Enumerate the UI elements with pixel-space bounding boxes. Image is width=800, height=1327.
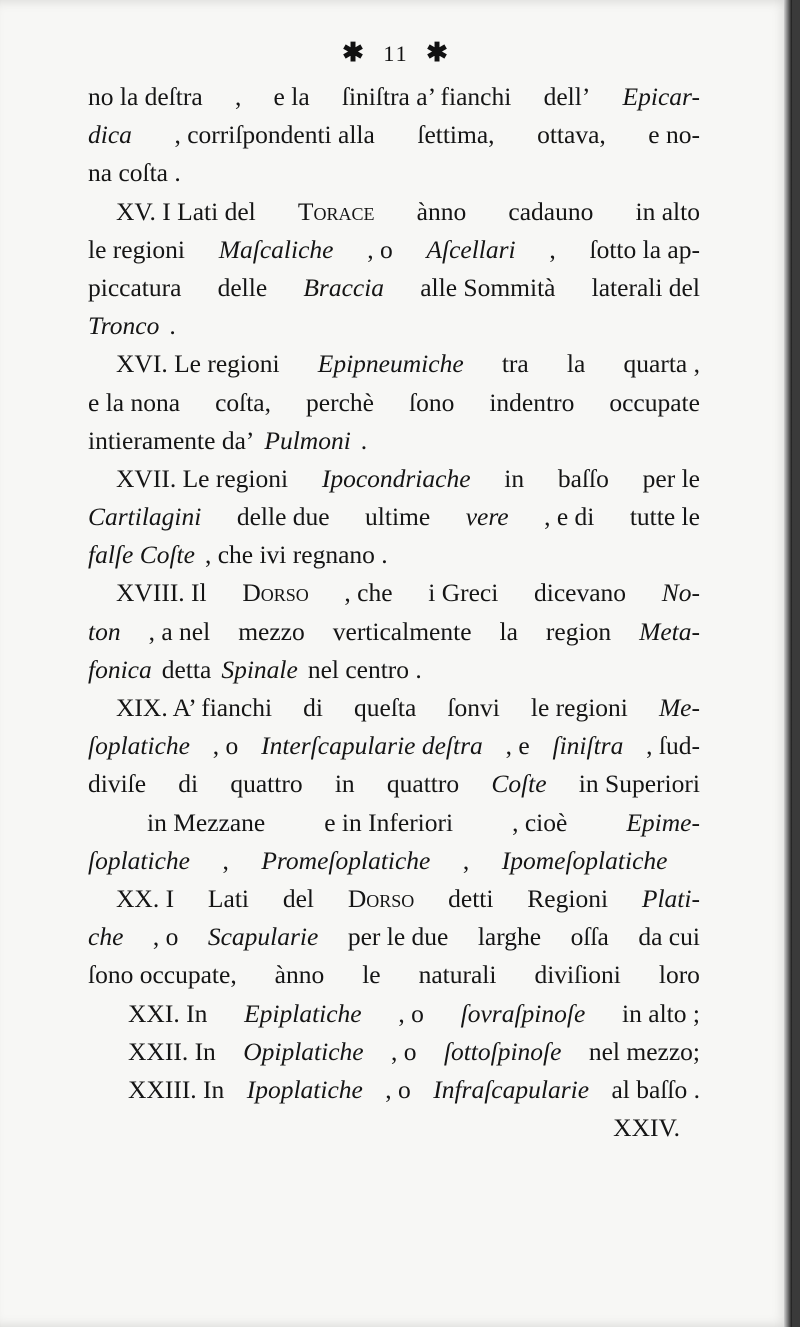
text-segment: Tronco: [88, 311, 160, 341]
text-line: [88, 498, 700, 536]
text-segment: e la: [273, 82, 310, 111]
text-segment: XVII. Le regioni: [116, 463, 289, 493]
text-segment: ſovraſpinoſe: [460, 998, 586, 1028]
text-segment: detta: [161, 654, 212, 684]
text-segment: ,: [222, 845, 229, 875]
text-segment: , ſud-: [646, 731, 700, 761]
text-segment: ultime: [365, 502, 431, 532]
text-segment: ,: [234, 82, 242, 111]
text-segment: ſono: [408, 387, 455, 417]
text-segment: le regioni: [88, 234, 186, 264]
text-segment: XXIV.: [613, 1113, 680, 1143]
text-line: [88, 574, 700, 612]
text-segment: XXII. In: [128, 1036, 216, 1066]
text-segment: XXI. In: [128, 998, 208, 1028]
text-line: [88, 1109, 700, 1147]
text-segment: , o: [398, 998, 424, 1028]
text-line: [88, 269, 700, 307]
text-segment: .: [169, 311, 176, 341]
text-segment: intieramente da’: [88, 425, 255, 455]
text-line: [88, 1033, 700, 1071]
text-segment: Interſcapularie deſtra: [261, 731, 483, 761]
ornament-right-icon: ✱: [426, 38, 450, 67]
text-line: [88, 116, 700, 154]
text-segment: di: [178, 769, 199, 799]
text-segment: , a nel: [148, 616, 211, 646]
text-segment: ſiniſtra: [552, 731, 624, 761]
text-segment: XVIII. Il: [116, 578, 207, 608]
text-segment: ſono occupate,: [88, 960, 237, 990]
text-line: [88, 613, 700, 651]
text-segment: la: [566, 349, 586, 379]
text-segment: tutte le: [629, 502, 700, 532]
text-segment: region: [545, 616, 612, 646]
text-segment: Spinale: [221, 654, 298, 684]
text-segment: Lati: [207, 883, 249, 913]
text-segment: ſoplatiche: [88, 845, 190, 875]
text-segment: del: [282, 883, 314, 913]
text-segment: i Greci: [428, 578, 499, 608]
text-segment: per le due: [347, 922, 449, 952]
text-line: [88, 842, 700, 880]
text-segment: Maſcaliche: [218, 234, 334, 264]
page-number: 11: [383, 41, 409, 66]
page-header: [0, 38, 792, 68]
text-segment: verticalmente: [332, 616, 472, 646]
text-segment: in: [504, 463, 525, 493]
text-line: [88, 460, 700, 498]
text-segment: in Mezzane: [147, 807, 266, 837]
text-segment: .: [360, 425, 368, 455]
text-segment: Promeſoplatiche: [261, 845, 431, 875]
text-segment: No-: [661, 578, 700, 608]
text-segment: , e di: [544, 502, 595, 532]
text-line: [88, 422, 700, 460]
text-segment: Coſte: [491, 769, 547, 799]
ornament-left-icon: ✱: [342, 38, 366, 67]
text-segment: Me-: [658, 693, 700, 722]
text-line: [88, 193, 700, 231]
text-line: [88, 1071, 700, 1109]
text-segment: ,: [549, 234, 556, 264]
text-segment: quattro: [386, 769, 460, 799]
text-segment: diviſioni: [534, 960, 621, 990]
text-segment: dicevano: [534, 578, 627, 608]
text-segment: , cioè: [512, 807, 568, 837]
text-segment: perchè: [306, 387, 374, 417]
text-segment: mezzo: [238, 616, 305, 646]
text-segment: ſonvi: [447, 693, 500, 722]
text-segment: le: [362, 960, 381, 990]
text-segment: diviſe: [88, 769, 147, 799]
text-segment: coſta,: [215, 387, 271, 417]
text-segment: , e: [505, 731, 530, 761]
text-segment: di: [303, 693, 323, 722]
text-segment: da cui: [638, 922, 700, 952]
text-line: [88, 231, 700, 269]
text-segment: piccatura: [88, 272, 182, 302]
text-segment: queſta: [354, 693, 417, 722]
text-line: [88, 651, 700, 689]
text-segment: Ipoplatiche: [246, 1074, 363, 1104]
text-line: [88, 345, 700, 383]
text-segment: Ipocondriache: [321, 463, 471, 493]
text-segment: Epipneumiche: [317, 349, 464, 379]
text-line: [88, 384, 700, 422]
text-segment: naturali: [418, 960, 497, 990]
text-segment: Torace: [297, 196, 375, 226]
text-segment: , o: [390, 1036, 417, 1066]
text-segment: , o: [212, 731, 239, 761]
text-segment: ſiniſtra a’ fianchi: [341, 82, 512, 111]
text-segment: al baſſo .: [611, 1074, 700, 1104]
text-segment: Opiplatiche: [243, 1036, 364, 1066]
text-segment: nel centro .: [307, 654, 422, 684]
text-segment: quattro: [230, 769, 303, 799]
text-segment: cadauno: [508, 196, 594, 226]
text-segment: ſotto la ap-: [589, 234, 700, 264]
text-segment: ottava,: [537, 120, 606, 150]
text-segment: Regioni: [527, 883, 609, 913]
text-line: [88, 154, 700, 192]
text-segment: delle due: [236, 502, 330, 532]
text-segment: falſe Coſte: [88, 540, 195, 570]
text-segment: la: [499, 616, 518, 646]
text-segment: , o: [152, 922, 179, 952]
text-segment: Meta-: [639, 616, 700, 646]
text-segment: Ipomeſoplatiche: [501, 845, 668, 875]
text-segment: nel mezzo;: [588, 1036, 700, 1066]
text-segment: , che: [344, 578, 393, 608]
text-segment: ſoplatiche: [88, 731, 190, 761]
text-segment: XIX. A’ fianchi: [116, 693, 273, 722]
text-segment: Epime-: [626, 807, 700, 837]
text-segment: laterali del: [591, 272, 700, 302]
text-segment: ton: [88, 616, 121, 646]
text-line: [88, 918, 700, 956]
page-edge-shadow: [784, 0, 792, 1327]
text-segment: ,: [462, 845, 470, 875]
text-segment: per le: [642, 463, 700, 493]
text-segment: , che ivi regnano .: [204, 540, 388, 570]
text-line: [88, 956, 700, 994]
text-segment: Plati-: [641, 883, 700, 913]
text-line: [88, 804, 700, 842]
text-segment: fonica: [88, 654, 152, 684]
text-segment: Scapularie: [207, 922, 319, 952]
text-segment: Braccia: [303, 272, 385, 302]
text-segment: ànno: [416, 196, 467, 226]
text-segment: loro: [658, 960, 700, 990]
text-line: [88, 689, 700, 727]
text-segment: e no-: [648, 120, 700, 150]
text-segment: in alto ;: [622, 998, 700, 1028]
text-segment: Dorso: [242, 578, 309, 608]
text-segment: detti: [448, 883, 494, 913]
text-segment: in: [334, 769, 355, 799]
text-line: [88, 536, 700, 574]
text-segment: Aſcellari: [426, 234, 516, 264]
text-line: [88, 78, 700, 116]
text-segment: larghe: [477, 922, 542, 952]
text-segment: quarta ,: [623, 349, 700, 379]
text-segment: Pulmoni: [264, 425, 351, 455]
text-segment: vere: [465, 502, 509, 532]
text-segment: che: [88, 922, 124, 952]
text-segment: XVI. Le regioni: [116, 349, 280, 379]
text-line: [88, 880, 700, 918]
text-segment: dica: [88, 120, 132, 150]
text-segment: Epiplatiche: [244, 998, 362, 1028]
text-segment: , o: [385, 1074, 411, 1104]
text-segment: occupate: [609, 387, 700, 417]
text-segment: in Superiori: [578, 769, 700, 799]
text-segment: alle Sommità: [420, 272, 556, 302]
text-segment: Cartilagini: [88, 502, 202, 532]
text-segment: ànno: [274, 960, 325, 990]
text-segment: XX. I: [116, 883, 175, 913]
body-text: [88, 78, 700, 1147]
text-segment: XV. I Lati del: [116, 196, 256, 226]
text-segment: e in Inferiori: [324, 807, 454, 837]
text-line: [88, 765, 700, 803]
text-segment: dell’: [543, 82, 591, 111]
text-segment: Dorso: [347, 883, 415, 913]
text-segment: , o: [367, 234, 393, 264]
text-segment: no la deſtra: [88, 82, 203, 111]
text-segment: na coſta .: [88, 158, 181, 188]
text-segment: , corriſpondenti alla: [174, 120, 375, 150]
text-segment: indentro: [489, 387, 575, 417]
text-segment: Infraſcapularie: [433, 1074, 590, 1104]
text-segment: ſottoſpinoſe: [443, 1036, 562, 1066]
text-line: [88, 307, 700, 345]
text-segment: delle: [217, 272, 268, 302]
text-segment: tra: [501, 349, 529, 379]
text-segment: ſettima,: [417, 120, 495, 150]
text-segment: in alto: [635, 196, 700, 226]
text-line: [88, 995, 700, 1033]
text-segment: oſſa: [570, 922, 609, 952]
text-line: [88, 727, 700, 765]
text-segment: e la nona: [88, 387, 181, 417]
text-segment: Epicar-: [622, 82, 700, 111]
text-segment: le regioni: [530, 693, 628, 722]
text-segment: XXIII. In: [128, 1074, 225, 1104]
text-segment: baſſo: [557, 463, 609, 493]
